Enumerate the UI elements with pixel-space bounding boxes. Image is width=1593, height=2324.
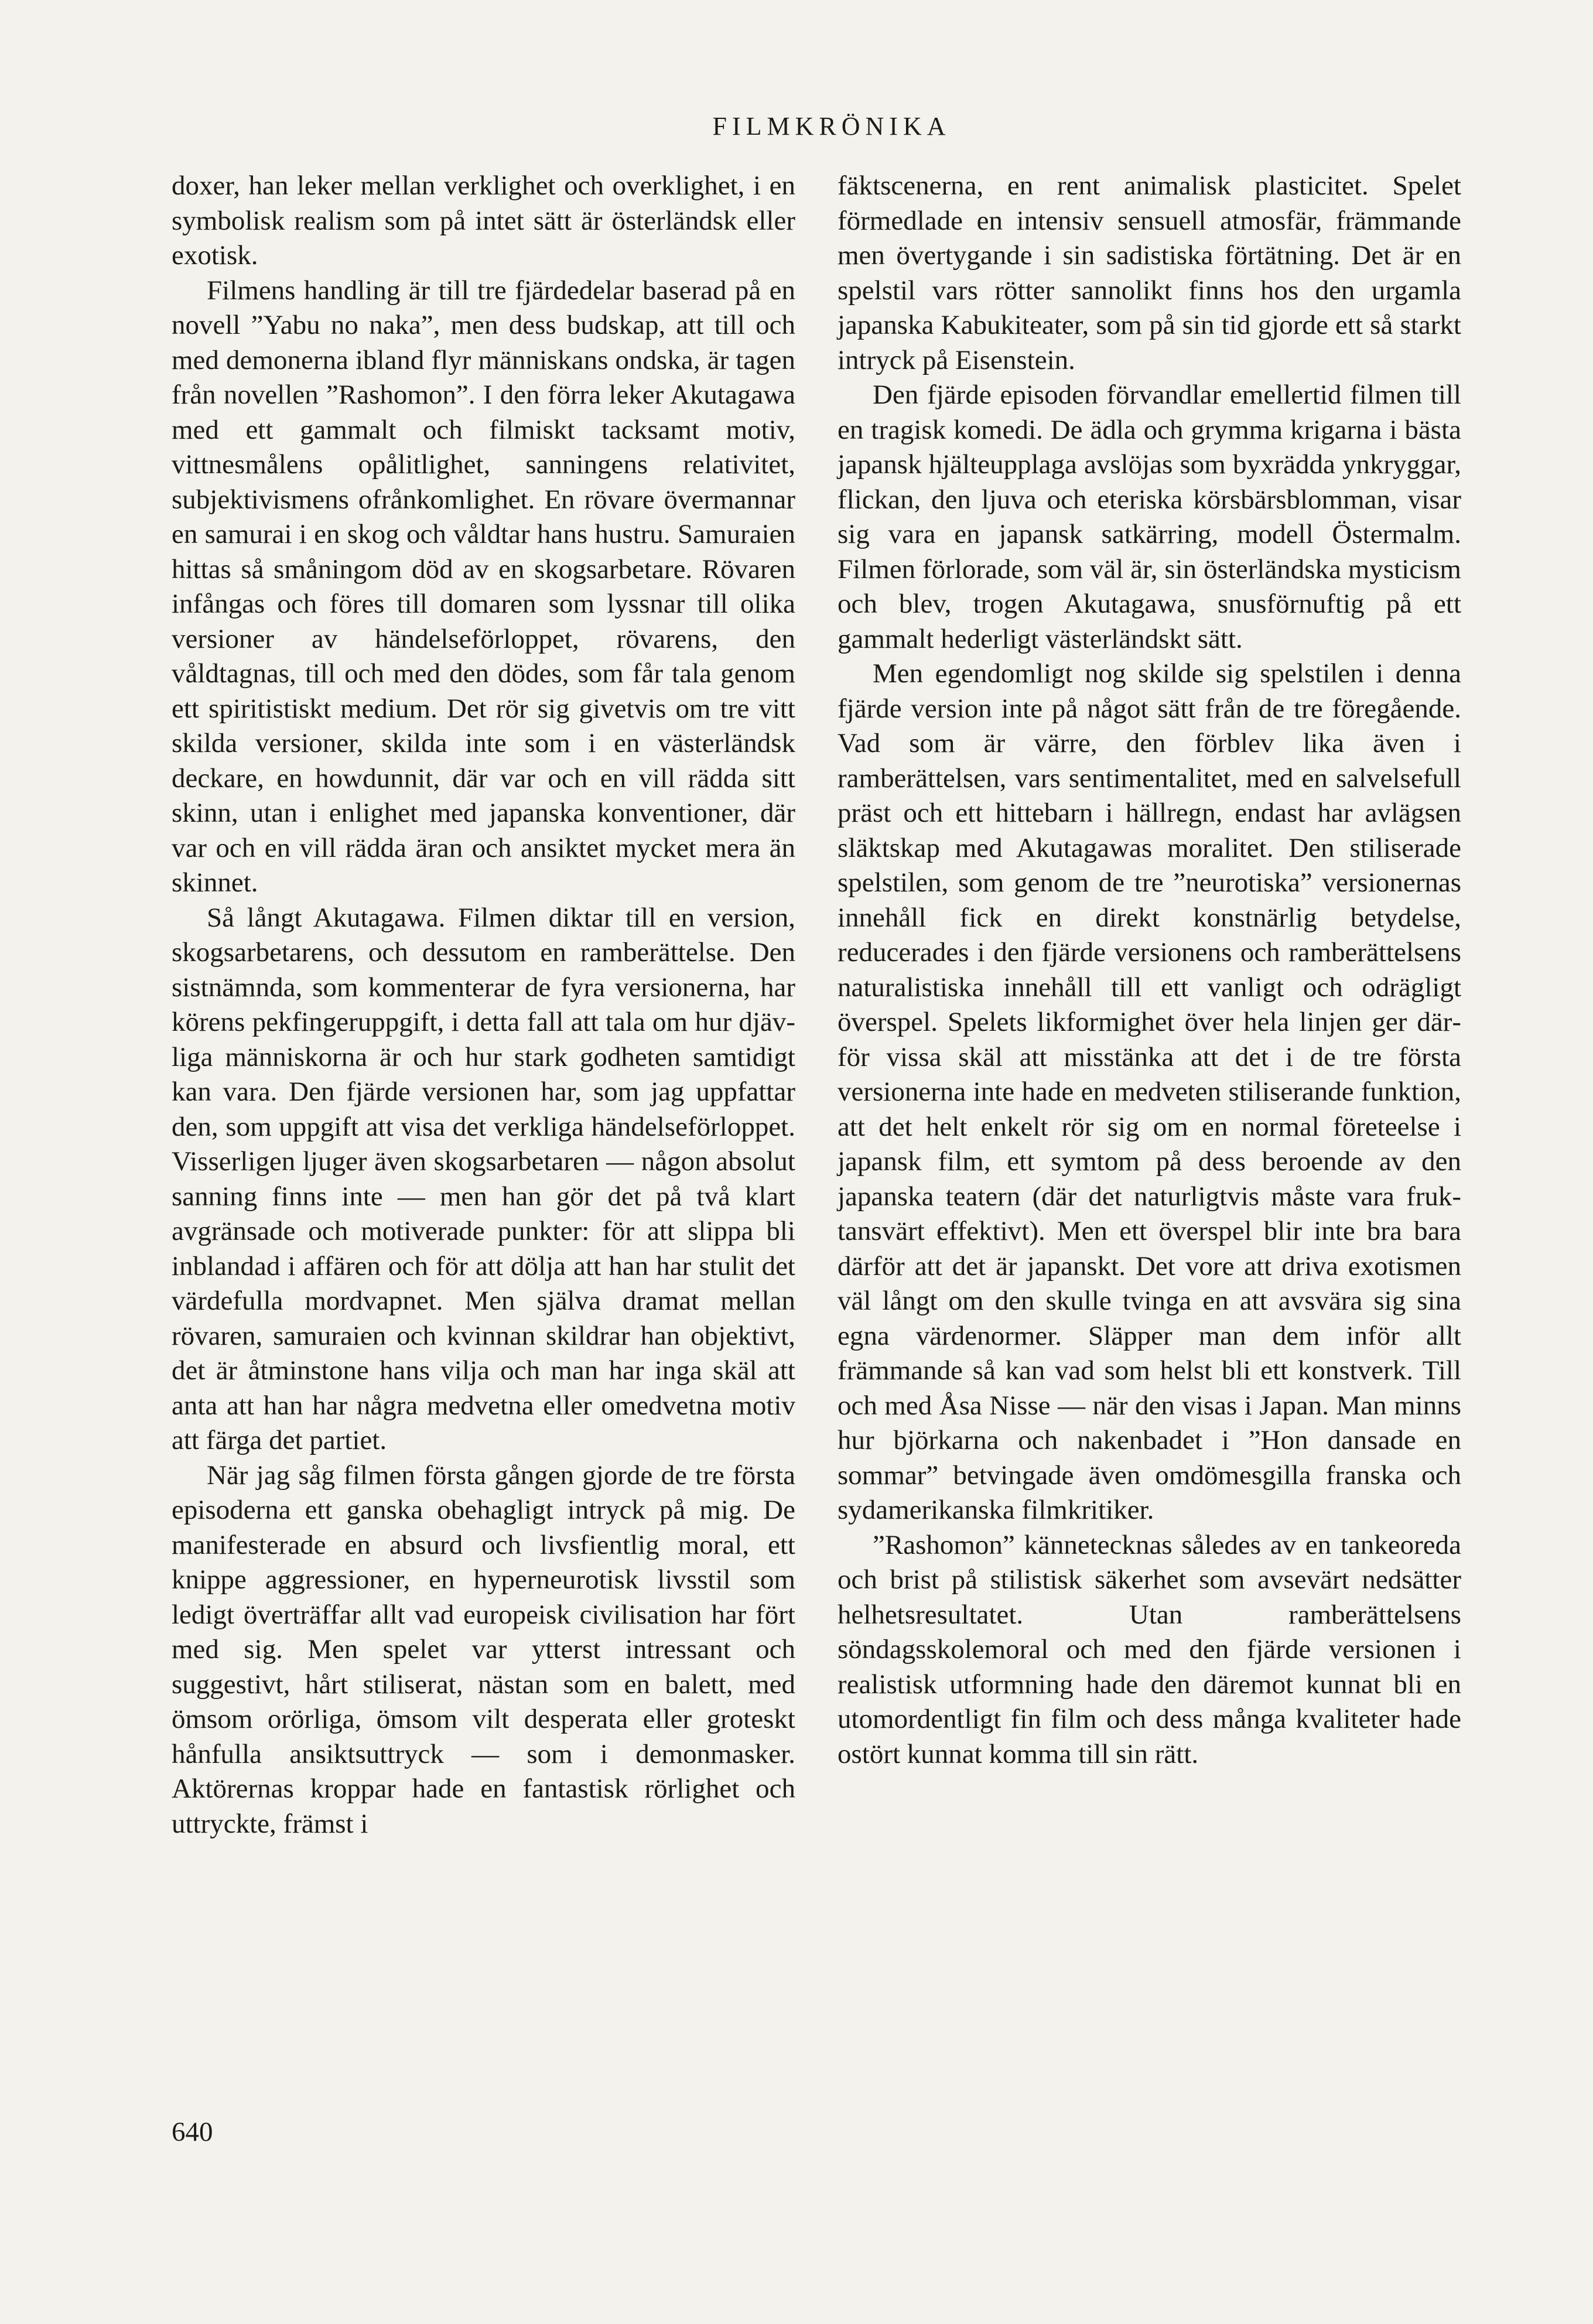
right-text-column [837, 169, 1461, 1772]
running-head-title: FILMKRÖNIKA [712, 112, 951, 141]
paragraph: fäktscenerna, en rent animalisk plasticitet. Spelet förmedlade en intensiv sensuell atmosfär, främmande men övertygande i sin sadistiska förtätning. Det är en spelstil vars rötter sannolikt finns hos den urgamla japanska Kabukiteater, som på sin tid gjorde ett så starkt intryck på Eisenstein. [837, 170, 1461, 375]
paragraph: doxer, han leker mellan verklighet och overklighet, i en symbolisk realism som på intet sätt är österländsk eller exotisk. [172, 170, 795, 271]
paragraph: Men egendomligt nog skilde sig spelstilen i denna fjärde version inte på något sätt från de tre föregående. Vad som är värre, den förblev lika även i ramberättelsen, vars sentimentalitet, med en salvelsefull präst och ett hittebarn i hällregn, endast har avlägsen släktskap med Akutagawas moralitet. Den stiliserade spelstilen, som genom de tre ”neurotiska” versionernas innehåll fick en direkt konstnärlig betydelse, reducerades i den fjärde versionens och ramberättelsens naturalistiska innehåll till ett vanligt och odrägligt överspel. Spelets likformighet över hela linjen ger därför vissa skäl att misstänka att det i de tre första versionerna inte hade en medveten stiliserande funktion, att det helt enkelt rör sig om en normal företeelse i japansk film, ett symtom på dess beroende av den japanska teatern (där det naturligtvis måste vara fruktansvärt effektivt). Men ett överspel blir inte bra bara därför att det är japanskt. Det vore att driva exotismen väl långt om den skulle tvinga en att avsvära sig sina egna värdenormer. Släpper man dem inför allt främmande så kan vad som helst bli ett konstverk. Till och med Åsa Nisse — när den visas i Japan. Man minns hur björkarna och nakenbadet i ”Hon dansade en sommar” betvingade även omdömesgilla franska och sydamerikanska filmkritiker. [837, 658, 1461, 1525]
paragraph: ”Rashomon” kännetecknas således av en tankeoreda och brist på stilistisk säkerhet som avsevärt nedsätter helhetsresultatet. Utan ramberättelsens söndagsskolemoral och med den fjärde versionen i realistisk utformning hade den däremot kunnat bli en utomordentligt fin film och dess många kvaliteter hade ostört kunnat komma till sin rätt. [837, 1529, 1461, 1769]
paragraph: Den fjärde episoden förvandlar emellertid filmen till en tragisk komedi. De ädla och grymma krigarna i bästa japansk hjälteupplaga avslöjas som byxrädda ynkryggar, flickan, den ljuva och eteriska körsbärsblomman, visar sig vara en japansk satkärring, modell Östermalm. Filmen förlorade, som väl är, sin österländska mysticism och blev, trogen Akutagawa, snusförnuftig på ett gammalt hederligt västerländskt sätt. [837, 380, 1461, 654]
left-text-column [172, 169, 795, 1841]
paragraph: Filmens handling är till tre fjärdedelar baserad på en novell ”Yabu no naka”, men dess budskap, att till och med demonerna ibland flyr människans ondska, är tagen från novellen ”Rashomon”. I den förra leker Akutagawa med ett gammalt och filmiskt tacksamt motiv, vittnesmålens opålitlighet, sanningens relativitet, subjektivismens ofrånkomlighet. En rövare övermannar en samurai i en skog och våldtar hans hustru. Samuraien hittas så småningom död av en skogsarbetare. Rövaren infångas och föres till domaren som lyssnar till olika versioner av händelseförloppet, rövarens, den våldtagnas, till och med den dödes, som får tala genom ett spiritistiskt medium. Det rör sig givetvis om tre vitt skilda versioner, skilda inte som i en västerländsk deckare, en howdunnit, där var och en vill rädda sitt skinn, utan i enlighet med japanska konventioner, där var och en vill rädda äran och ansiktet mycket mera än skinnet. [172, 275, 795, 898]
paragraph: Så långt Akutagawa. Filmen diktar till en version, skogsarbetarens, och dessutom en ramberättelse. Den sistnämnda, som kommenterar de fyra versionerna, har körens pekfingeruppgift, i detta fall att tala om hur djävliga människorna är och hur stark godheten samtidigt kan vara. Den fjärde versionen har, som jag uppfattar den, som uppgift att visa det verkliga händelseförloppet. Visserligen ljuger även skogsarbetaren — någon absolut sanning finns inte — men han gör det på två klart avgränsade och motiverade punkter: för att slippa bli inblandad i affären och för att dölja att han har stulit det värdefulla mordvapnet. Men själva dramat mellan rövaren, samuraien och kvinnan skildrar han objektivt, det är åtminstone hans vilja och man har inga skäl att anta att han har några medvetna eller omedvetna motiv att färga det partiet. [172, 902, 795, 1455]
paragraph: När jag såg filmen första gången gjorde de tre första episoderna ett ganska obehagligt intryck på mig. De manifesterade en absurd och livsfientlig moral, ett knippe aggressioner, en hyperneurotisk livsstil som ledigt överträffar allt vad europeisk civilisation har fört med sig. Men spelet var ytterst intressant och suggestivt, hårt stiliserat, nästan som en balett, med ömsom orörliga, ömsom vilt desperata eller groteskt hånfulla ansiktsuttryck — som i demonmasker. Aktörernas kroppar hade en fantastisk rörlighet och uttryckte, främst i [172, 1460, 795, 1839]
page-number: 640 [172, 2117, 213, 2147]
